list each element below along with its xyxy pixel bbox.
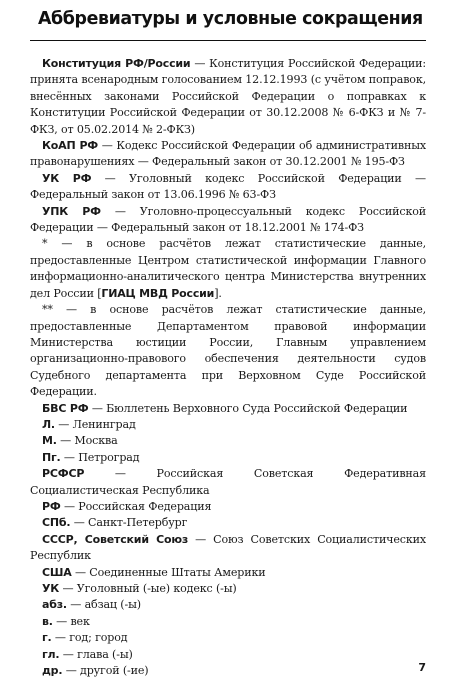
note-text: ** — в основе расчётов лежат статистические данные, предоставленные Департаментом правовой информации Министерства юстиции России, Главным управлением организационно-правового обеспечения деятельности судов Судебного департамента при Верховном Суде Российской Федерации. (30, 303, 426, 399)
abbr-definition: — Союз Советских Социалистических Республик (30, 532, 426, 563)
abbr-definition: — Российская Советская Федеративная Социалистическая Республика (30, 467, 426, 497)
abbr-ussr (30, 532, 426, 565)
abbr-term: в. (42, 614, 53, 628)
abbr-term: РСФСР (42, 467, 85, 481)
abbr-definition: — другой (-ие) (62, 664, 149, 678)
entry-term: КоАП РФ (42, 139, 99, 153)
note-tail: ]. (214, 286, 222, 300)
abbr-definition: — Бюллетень Верховного Суда Российской Федерации (88, 401, 408, 415)
abbr-rf (30, 499, 426, 515)
abbr-term: Пг. (42, 450, 61, 464)
entry-definition: — Кодекс Российской Федерации об административных правонарушениях — Федеральный закон от 30.12.2001 № 195-ФЗ (30, 139, 427, 169)
abbr-moscow (30, 433, 426, 449)
abbr-definition: — год; город (51, 631, 128, 645)
abbr-definition: — Санкт-Петербург (70, 516, 188, 530)
entry-term: УК РФ (42, 171, 92, 185)
abbr-term: СПб. (42, 516, 71, 530)
abbr-definition: — Соединенные Штаты Америки (71, 565, 266, 579)
abbr-definition: — Ленинград (54, 417, 136, 431)
abbr-g (30, 630, 426, 646)
abbr-spb (30, 515, 426, 531)
abbr-term: РФ (42, 499, 61, 513)
abbr-rsfsr (30, 466, 426, 499)
page-number: 7 (418, 661, 426, 674)
abbr-definition: — век (52, 614, 90, 628)
entry-term: Конституция РФ/России (42, 57, 191, 70)
abbr-definition: — Петроград (60, 450, 140, 464)
abbr-term: УК (42, 582, 60, 595)
abbr-term: М. (42, 434, 57, 448)
abbr-definition: — абзац (-ы) (66, 598, 141, 612)
abbr-term: США (42, 565, 72, 579)
abbr-term: г. (42, 631, 52, 645)
abbr-term: Л. (42, 417, 55, 431)
page-title: Аббревиатуры и условные сокращения (38, 9, 423, 29)
entry-definition: — Конституция Российской Федерации: принята всенародным голосованием 12.12.1993 (с учётом поправок, внесённых законами Российской Федерации о поправках к Конституции Российской Федерации от 30.12.2008 № 6-ФКЗ и № 7-ФКЗ, от 05.02.2014 № 2-ФКЗ) (30, 57, 426, 136)
abbr-petrograd (30, 450, 426, 466)
abbr-definition: — Москва (56, 434, 118, 448)
entry-term: УПК РФ (42, 204, 101, 218)
abbreviations-list (30, 56, 426, 679)
note-double-asterisk (30, 302, 426, 400)
abbr-abz (30, 597, 426, 613)
abbr-definition: — глава (-ы) (59, 647, 133, 661)
abbr-term: абз. (42, 598, 67, 612)
entry-koap (30, 138, 426, 171)
abbr-bvs (30, 401, 426, 417)
entry-upk-rf (30, 204, 426, 237)
abbr-term: др. (42, 664, 63, 678)
abbr-usa (30, 565, 426, 581)
entry-constitution (30, 56, 426, 138)
abbr-term: СССР, Советский Союз (42, 532, 189, 546)
entry-uk-rf (30, 171, 426, 204)
abbr-uk (30, 581, 426, 597)
abbr-term: гл. (42, 647, 60, 661)
abbr-leningrad (30, 417, 426, 433)
entry-definition: — Уголовно-процессуальный кодекс Российской Федерации — Федеральный закон от 18.12.2001 № 174-ФЗ (30, 204, 427, 235)
title-underline (30, 40, 426, 41)
abbr-gl (30, 647, 426, 663)
abbr-definition: — Уголовный (-ые) кодекс (-ы) (59, 582, 237, 595)
note-source: ГИАЦ МВД России (101, 286, 215, 300)
entry-definition: — Уголовный кодекс Российской Федерации — Федеральный закон от 13.06.1996 № 63-ФЗ (30, 171, 426, 202)
abbr-definition: — Российская Федерация (60, 499, 212, 513)
abbr-dr (30, 663, 426, 679)
note-text: * — в основе расчётов лежат статистические данные, предоставленные Центром статистической информации Главного информационно-аналитического центра Министерства внутренних дел России [ (30, 237, 426, 300)
abbr-term: БВС РФ (42, 401, 89, 415)
abbr-v (30, 614, 426, 630)
note-single-asterisk (30, 236, 426, 302)
